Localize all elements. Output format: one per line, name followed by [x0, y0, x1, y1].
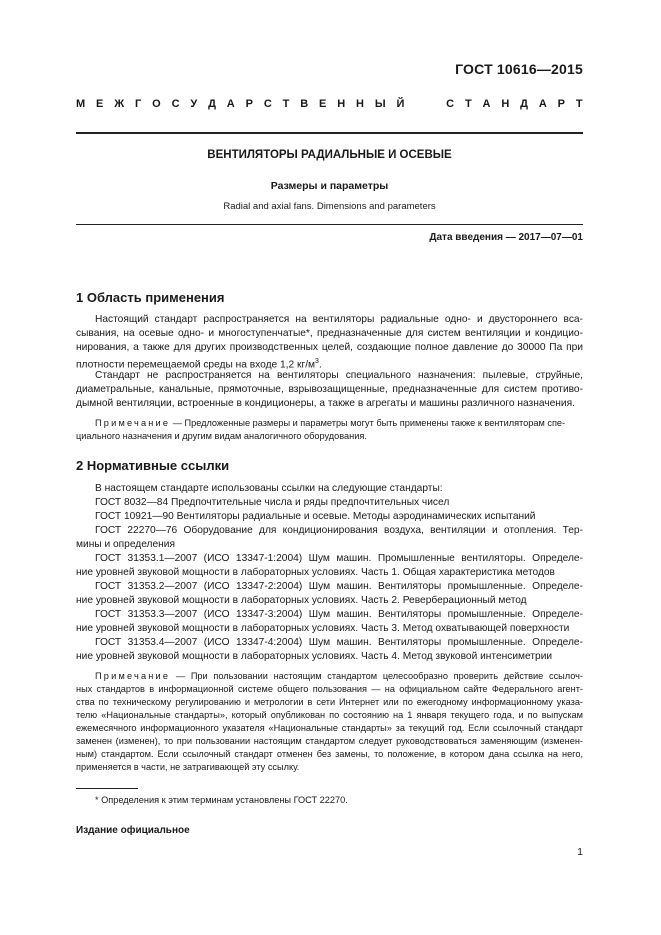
reference-line: ГОСТ 8032—84 Предпочтительные числа и ряды предпочтительных чисел: [95, 497, 450, 508]
banner-letter: Г: [135, 98, 142, 110]
header-rule: [76, 132, 583, 134]
reference-line: ние уровней звуковой мощности в лабораторных условиях. Часть 4. Метод звуковой интенсиметрии: [76, 651, 553, 662]
footnote-rule: [76, 788, 138, 789]
banner-letter: Ы: [374, 98, 386, 110]
title-main: ВЕНТИЛЯТОРЫ РАДИАЛЬНЫЕ И ОСЕВЫЕ: [207, 149, 452, 161]
banner-letter: Н: [501, 98, 510, 110]
banner-letter: Е: [96, 98, 104, 110]
note-line: ства по техническому регулированию и метрологии в сети Интернет или по ежегодному информационному указа-: [76, 697, 583, 707]
gost-number: ГОСТ 10616—2015: [455, 61, 583, 77]
note-line: ным) стандартом. Если ссылочный стандарт отменен без замены, то положение, в котором дана ссылка на него,: [76, 749, 583, 759]
reference-line: ние уровней звуковой мощности в лабораторных условиях. Часть 2. Реверберационный метод: [76, 595, 527, 606]
note-line: применяется в части, не затрагивающей эту ссылку.: [76, 762, 300, 772]
reference-line: ние уровней звуковой мощности в лабораторных условиях. Часть 3. Метод охватывающей поверхности: [76, 623, 570, 634]
note-line: заменен (изменен), то при пользовании настоящим стандартом следует руководствоваться заменяющим (изменен-: [76, 736, 583, 746]
banner-letter: [415, 98, 435, 110]
footnote: * Определения к этим терминам установлены ГОСТ 22270.: [95, 795, 348, 805]
reference-line: ГОСТ 22270—76 Оборудование для кондиционирования воздуха, вентиляции и отопления. Тер-: [95, 525, 583, 536]
banner-letter: А: [226, 98, 235, 110]
banner-letter: С: [171, 98, 180, 110]
banner-letter: Е: [319, 98, 327, 110]
reference-line: В настоящем стандарте использованы ссылки на следующие стандарты:: [95, 483, 443, 494]
document-page: ГОСТ 10616—2015 М Е Ж Г О С У Д А Р С Т В Е Н Н Ы Й С Т А Н Д А Р Т ВЕНТИЛЯТОРЫ РАДИАЛЬНЫЕ И ОСЕВЫЕ Размеры и параметры Radial and axial fans. Dimensions and parameters Дата введения — 2017—07—01 1 Область применения Настоящий стандарт распространяется на вентиляторы радиальные одно- и двустороннего вса- сывания, на осевые одно- и многоступенчатые*, предназначенные для систем вентиляции и кондицио- нирования, а также для других производственных целей, создающие полное давление до 30000 Па при плотности перемещаемой среды на входе 1,2 $кг/м^3$. Стандарт не распространяется на вентиляторы специального назначения: пылевые, струйные, диаметральные, канальные, прямоточные, взрывозащищенные, предназначенные для систем противо- дымной вентиляции, встроенные в кондиционеры, а также в агрегаты и машины различного назначения. Примечание — Предложенные размеры и параметры могут быть применены также к вентиляторам спе- циального назначения и другим видам аналогичного оборудования. 2 Нормативные ссылки В настоящем стандарте использованы ссылки на следующие стандарты: ГОСТ 8032—84 Предпочтительные числа и ряды предпочтительных чисел ГОСТ 10921—90 Вентиляторы радиальные и осевые. Методы аэродинамических испытаний ГОСТ 22270—76 Оборудование для кондиционирования воздуха, вентиляции и отопления. Тер- мины и определения ГОСТ 31353.1—2007 (ИСО 13347-1:2004) Шум машин. Промышленные вентиляторы. Определе- ние уровней звуковой мощности в лабораторных условиях. Часть 1. Общая характеристика методов ГОСТ 31353.2—2007 (ИСО 13347-2:2004) Шум машин. Вентиляторы промышленные. Определе- ние уровней звуковой мощности в лабораторных условиях. Часть 2. Реверберационный метод ГОСТ 31353.3—2007 (ИСО 13347-3:2004) Шум машин. Вентиляторы промышленные. Определе- ние уровней звуковой мощности в лабораторных условиях. Часть 3. Метод охватывающей поверхности ГОСТ 31353.4—2007 (ИСО 13347-4:2004) Шум машин. Вентиляторы промышленные. Определе- ние уровней звуковой мощности в лабораторных условиях. Часть 4. Метод звуковой интенсиметрии Примечание — При пользовании настоящим стандартом целесообразно проверить действие ссылоч- ных стандартов в информационной системе общего пользования — на официальном сайте Федерального агент- ства по техническому регулированию и метрологии в сети Интернет или по ежегодному информационному указа- телю «Национальные стандарты», который опубликован по состоянию на 1 января текущего года, и по выпускам ежемесячного информационного указателя «Национальные стандарты» за текущий год. Если ссылочный стандарт заменен (изменен), то при пользовании настоящим стандартом следует руководствоваться заменяющим (изменен- ным) стандартом. Если ссылочный стандарт отменен без замены, то положение, в котором дана ссылка на него, применяется в части, не затрагивающей эту ссылку. * Определения к этим терминам установлены ГОСТ 22270. Издание официальное 1: [76, 61, 583, 858]
reference-line: ние уровней звуковой мощности в лабораторных условиях. Часть 1. Общая характеристика методов: [76, 567, 555, 578]
reference-line: мины и определения: [76, 539, 175, 550]
banner-letter: Т: [575, 98, 583, 110]
banner-letter: Д: [520, 98, 528, 110]
note-line: Примечание — При пользовании настоящим стандартом целесообразно проверить действие ссылоч-: [95, 671, 583, 681]
banner-letter: Т: [282, 98, 290, 110]
note-line: ных стандартов в информационной системе общего пользования — на официальном сайте Федерального агент-: [76, 684, 583, 694]
note-label: Примечание: [95, 671, 171, 681]
banner-letter: Ж: [114, 98, 125, 110]
intro-date: Дата введения — 2017—07—01: [429, 232, 583, 243]
section1-heading: 1 Область применения: [76, 290, 225, 305]
banner-letter: Й: [396, 98, 405, 110]
title-sub: Размеры и параметры: [270, 180, 389, 192]
reference-line: ГОСТ 31353.2—2007 (ИСО 13347-2:2004) Шум машин. Вентиляторы промышленные. Определе-: [95, 581, 583, 592]
reference-line: ГОСТ 31353.1—2007 (ИСО 13347-1:2004) Шум машин. Промышленные вентиляторы. Определе-: [95, 553, 583, 564]
section2-heading: 2 Нормативные ссылки: [76, 458, 230, 473]
banner-letter: Р: [557, 98, 566, 110]
banner-letter: С: [263, 98, 272, 110]
reference-line: ГОСТ 31353.4—2007 (ИСО 13347-4:2004) Шум машин. Вентиляторы промышленные. Определе-: [95, 637, 583, 648]
interstate-standard-banner: [76, 98, 583, 110]
banner-letter: А: [482, 98, 491, 110]
reference-line: ГОСТ 31353.3—2007 (ИСО 13347-3:2004) Шум машин. Вентиляторы промышленные. Определе-: [95, 609, 583, 620]
official-edition: Издание официальное: [76, 825, 190, 836]
banner-letter: Н: [337, 98, 346, 110]
banner-letter: Т: [464, 98, 472, 110]
banner-letter: У: [190, 98, 198, 110]
banner-letter: Н: [356, 98, 364, 110]
page-number: 1: [577, 846, 583, 858]
title-english: Radial and axial fans. Dimensions and parameters: [223, 201, 436, 212]
banner-letter: Р: [245, 98, 253, 110]
note-line: ежемесячного информационного указателя «Национальные стандарты» за текущий год. Если ссылочный стандарт: [76, 723, 583, 733]
banner-letter: С: [446, 98, 455, 110]
banner-letter: М: [76, 98, 86, 110]
note-line: телю «Национальные стандарты», который опубликован по состоянию на 1 января текущего года, и по выпускам: [76, 710, 583, 720]
banner-letter: О: [152, 98, 161, 110]
banner-letter: В: [300, 98, 309, 110]
banner-letter: Д: [208, 98, 216, 110]
title-rule: [76, 224, 583, 225]
banner-letter: А: [538, 98, 547, 110]
reference-line: ГОСТ 10921—90 Вентиляторы радиальные и осевые. Методы аэродинамических испытаний: [95, 511, 536, 522]
